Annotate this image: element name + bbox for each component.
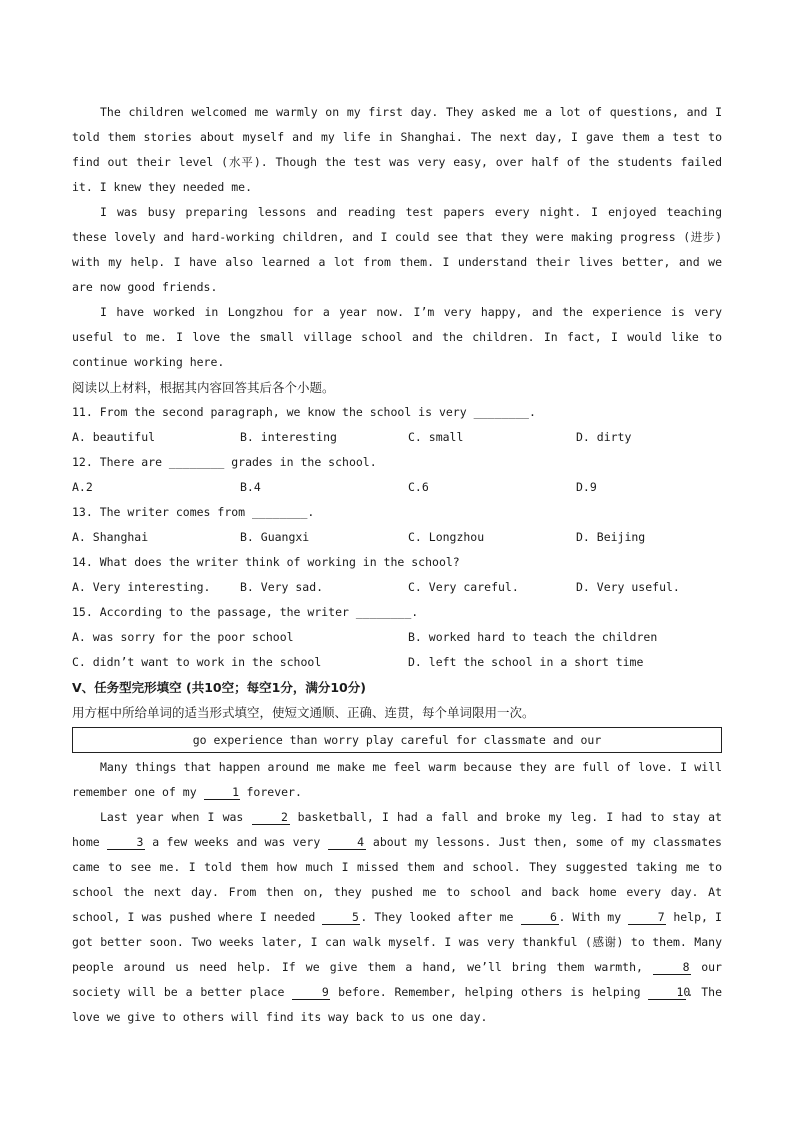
question-15-options-row-2 bbox=[72, 650, 722, 675]
passage-paragraph-3: I have worked in Longzhou for a year now. I’m very happy, and the experience is very useful to me. I love the small village school and the children. In fact, I would like to continue working here. bbox=[72, 305, 722, 369]
option[interactable]: D.9 bbox=[576, 480, 597, 494]
blank-7[interactable]: 7 bbox=[628, 910, 666, 925]
blank-9[interactable]: 9 bbox=[292, 985, 330, 1000]
question-15-options-row-1 bbox=[72, 625, 722, 650]
option[interactable]: B. Guangxi bbox=[240, 530, 310, 544]
section-5-instruction: 用方框中所给单词的适当形式填空，使短文通顺、正确、连贯，每个单词限用一次。 bbox=[72, 705, 535, 720]
option[interactable]: C.6 bbox=[408, 480, 429, 494]
question-11-stem: 11. From the second paragraph, we know the school is very ________. bbox=[72, 405, 536, 419]
option[interactable]: C. Longzhou bbox=[408, 530, 485, 544]
blank-6[interactable]: 6 bbox=[521, 910, 559, 925]
passage-paragraph-2: I was busy preparing lessons and reading test papers every night. I enjoyed teaching these lovely and hard-working children, and I could see that they were making progress (进步) with my help. I have also learned a lot from them. I understand their lives better, and we are now good friends. bbox=[72, 205, 722, 294]
document-page bbox=[72, 100, 722, 1030]
blank-10[interactable]: 10 bbox=[648, 985, 686, 1000]
blank-3[interactable]: 3 bbox=[107, 835, 145, 850]
option[interactable]: A. Shanghai bbox=[72, 530, 149, 544]
option[interactable]: A.2 bbox=[72, 480, 93, 494]
blank-1[interactable]: 1 bbox=[204, 785, 240, 800]
option[interactable]: C. didn’t want to work in the school bbox=[72, 655, 322, 669]
question-14-options bbox=[72, 575, 722, 600]
section-5-title: V、任务型完形填空 (共10空；每空1分，满分10分) bbox=[72, 680, 366, 695]
option[interactable]: B. interesting bbox=[240, 430, 337, 444]
question-14-stem: 14. What does the writer think of working in the school? bbox=[72, 555, 460, 569]
option[interactable]: D. Very useful. bbox=[576, 580, 680, 594]
question-12-stem: 12. There are ________ grades in the school. bbox=[72, 455, 377, 469]
blank-5[interactable]: 5 bbox=[322, 910, 360, 925]
option[interactable]: A. beautiful bbox=[72, 430, 156, 444]
question-13-options bbox=[72, 525, 722, 550]
blank-4[interactable]: 4 bbox=[328, 835, 366, 850]
word-box: go experience than worry play careful for classmate and our bbox=[72, 727, 722, 753]
option[interactable]: A. was sorry for the poor school bbox=[72, 630, 294, 644]
blank-8[interactable]: 8 bbox=[653, 960, 691, 975]
blank-2[interactable]: 2 bbox=[252, 810, 290, 825]
cloze-paragraph-2: Last year when I was 2 basketball, I had a fall and broke my leg. I had to stay at home 3 a few weeks and was very 4 about my lessons. Just then, some of my classmates came to see me. I told them how much I missed them and school. They suggested taking me to school the next day. From then on, they pushed me to school and back home every day. At school, I was pushed where I needed 5 . They looked after me 6 . With my 7 help, I got better soon. Two weeks later, I can walk myself. I was very thankful (感谢) to them. Many people around us need help. If we give them a hand, we’ll bring them warmth, 8 our society will be a better place 9 before. Remember, helping others is helping 10. The love we give to others will find its way back to us one day. bbox=[72, 810, 722, 1024]
passage-paragraph-1: The children welcomed me warmly on my first day. They asked me a lot of questions, and I told them stories about myself and my life in Shanghai. The next day, I gave them a test to find out their level (水平). Though the test was very easy, over half of the students failed it. I knew they needed me. bbox=[72, 105, 722, 194]
option[interactable]: B.4 bbox=[240, 480, 261, 494]
option[interactable]: A. Very interesting. bbox=[72, 580, 211, 594]
reading-instruction: 阅读以上材料，根据其内容回答其后各个小题。 bbox=[72, 380, 335, 395]
option[interactable]: D. left the school in a short time bbox=[408, 655, 644, 669]
option[interactable]: B. worked hard to teach the children bbox=[408, 630, 658, 644]
question-12-options bbox=[72, 475, 722, 500]
option[interactable]: D. Beijing bbox=[576, 530, 646, 544]
option[interactable]: C. small bbox=[408, 430, 464, 444]
question-11-options bbox=[72, 425, 722, 450]
question-13-stem: 13. The writer comes from ________. bbox=[72, 505, 315, 519]
question-15-stem: 15. According to the passage, the writer ________. bbox=[72, 605, 419, 619]
option[interactable]: B. Very sad. bbox=[240, 580, 324, 594]
cloze-paragraph-1: Many things that happen around me make me feel warm because they are full of love. I will remember one of my 1 forever. bbox=[72, 760, 722, 799]
option[interactable]: C. Very careful. bbox=[408, 580, 519, 594]
option[interactable]: D. dirty bbox=[576, 430, 632, 444]
